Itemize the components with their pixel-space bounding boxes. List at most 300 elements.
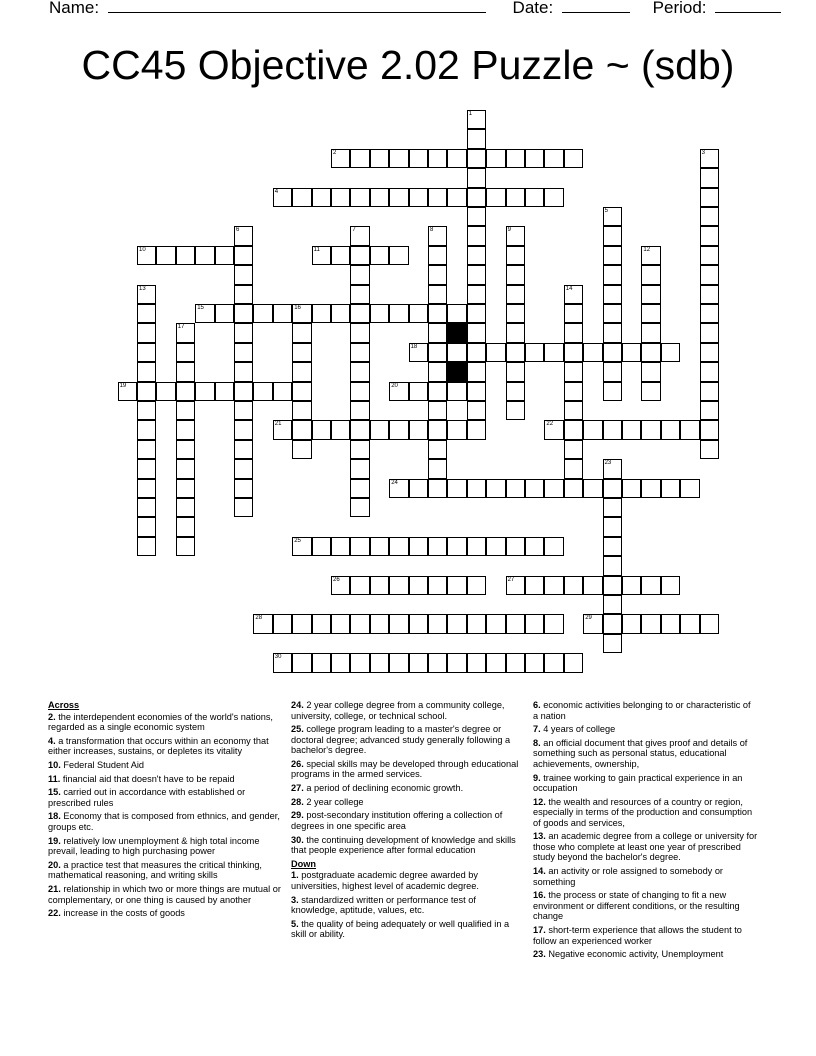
grid-cell[interactable] — [389, 246, 408, 265]
grid-cell[interactable] — [506, 537, 525, 556]
grid-cell[interactable] — [176, 517, 195, 536]
grid-cell[interactable] — [137, 323, 156, 342]
grid-cell[interactable] — [564, 653, 583, 672]
grid-cell[interactable] — [195, 382, 214, 401]
grid-cell[interactable] — [525, 479, 544, 498]
grid-cell[interactable] — [622, 576, 641, 595]
grid-cell[interactable] — [118, 382, 137, 401]
grid-cell[interactable] — [370, 188, 389, 207]
grid-cell[interactable] — [350, 304, 369, 323]
grid-cell[interactable] — [176, 401, 195, 420]
grid-cell[interactable] — [641, 576, 660, 595]
grid-cell[interactable] — [350, 246, 369, 265]
grid-cell[interactable] — [156, 382, 175, 401]
grid-cell[interactable] — [409, 343, 428, 362]
grid-cell[interactable] — [312, 537, 331, 556]
grid-cell[interactable] — [603, 498, 622, 517]
grid-cell[interactable] — [506, 285, 525, 304]
grid-cell[interactable] — [370, 149, 389, 168]
grid-cell[interactable] — [467, 129, 486, 148]
grid-cell[interactable] — [661, 614, 680, 633]
grid-cell[interactable] — [273, 420, 292, 439]
grid-cell[interactable] — [700, 382, 719, 401]
grid-cell[interactable] — [564, 323, 583, 342]
grid-cell[interactable] — [350, 498, 369, 517]
grid-cell[interactable] — [409, 420, 428, 439]
grid-cell[interactable] — [409, 382, 428, 401]
grid-cell[interactable] — [467, 323, 486, 342]
grid-cell[interactable] — [370, 614, 389, 633]
grid-cell[interactable] — [467, 362, 486, 381]
grid-cell[interactable] — [700, 304, 719, 323]
grid-cell[interactable] — [428, 304, 447, 323]
grid-cell[interactable] — [428, 537, 447, 556]
grid-cell[interactable] — [137, 304, 156, 323]
grid-cell[interactable] — [641, 614, 660, 633]
grid-cell[interactable] — [389, 304, 408, 323]
grid-cell[interactable] — [603, 265, 622, 284]
grid-cell[interactable] — [331, 653, 350, 672]
grid-cell[interactable] — [428, 226, 447, 245]
grid-cell[interactable] — [467, 168, 486, 187]
grid-cell[interactable] — [447, 304, 466, 323]
grid-cell[interactable] — [603, 556, 622, 575]
grid-cell[interactable] — [447, 537, 466, 556]
grid-cell[interactable] — [137, 382, 156, 401]
grid-cell[interactable] — [428, 246, 447, 265]
grid-cell[interactable] — [350, 479, 369, 498]
grid-cell[interactable] — [350, 362, 369, 381]
grid-cell[interactable] — [350, 653, 369, 672]
grid-cell[interactable] — [292, 653, 311, 672]
grid-cell[interactable] — [350, 188, 369, 207]
grid-cell[interactable] — [331, 537, 350, 556]
grid-cell[interactable] — [389, 149, 408, 168]
grid-cell[interactable] — [583, 576, 602, 595]
grid-cell[interactable] — [641, 323, 660, 342]
grid-cell[interactable] — [467, 304, 486, 323]
grid-cell[interactable] — [467, 207, 486, 226]
grid-cell[interactable] — [428, 265, 447, 284]
grid-cell[interactable] — [506, 188, 525, 207]
grid-cell[interactable] — [700, 343, 719, 362]
grid-cell[interactable] — [603, 362, 622, 381]
grid-cell[interactable] — [467, 653, 486, 672]
grid-cell[interactable] — [370, 304, 389, 323]
grid-cell[interactable] — [273, 188, 292, 207]
grid-cell[interactable] — [292, 188, 311, 207]
grid-cell[interactable] — [603, 246, 622, 265]
grid-cell[interactable] — [447, 653, 466, 672]
grid-cell[interactable] — [583, 343, 602, 362]
grid-cell[interactable] — [544, 614, 563, 633]
grid-cell[interactable] — [467, 576, 486, 595]
grid-cell[interactable] — [564, 420, 583, 439]
grid-cell[interactable] — [486, 614, 505, 633]
grid-cell[interactable] — [467, 188, 486, 207]
grid-cell[interactable] — [700, 168, 719, 187]
grid-cell[interactable] — [389, 479, 408, 498]
grid-cell[interactable] — [564, 576, 583, 595]
grid-cell[interactable] — [641, 382, 660, 401]
grid-cell[interactable] — [486, 149, 505, 168]
grid-cell[interactable] — [176, 323, 195, 342]
grid-cell[interactable] — [234, 246, 253, 265]
grid-cell[interactable] — [273, 614, 292, 633]
grid-cell[interactable] — [389, 614, 408, 633]
grid-cell[interactable] — [525, 188, 544, 207]
grid-cell[interactable] — [467, 401, 486, 420]
grid-cell[interactable] — [331, 246, 350, 265]
grid-cell[interactable] — [137, 459, 156, 478]
grid-cell[interactable] — [234, 362, 253, 381]
grid-cell[interactable] — [253, 304, 272, 323]
grid-cell[interactable] — [603, 304, 622, 323]
grid-cell[interactable] — [525, 576, 544, 595]
grid-cell[interactable] — [292, 382, 311, 401]
grid-cell[interactable] — [467, 285, 486, 304]
grid-cell[interactable] — [234, 382, 253, 401]
grid-cell[interactable] — [389, 382, 408, 401]
grid-cell[interactable] — [603, 285, 622, 304]
grid-cell[interactable] — [622, 479, 641, 498]
grid-cell[interactable] — [447, 149, 466, 168]
grid-cell[interactable] — [603, 459, 622, 478]
grid-cell[interactable] — [506, 576, 525, 595]
grid-cell[interactable] — [428, 343, 447, 362]
grid-cell[interactable] — [350, 614, 369, 633]
grid-cell[interactable] — [564, 285, 583, 304]
grid-cell[interactable] — [137, 285, 156, 304]
grid-cell[interactable] — [603, 634, 622, 653]
grid-cell[interactable] — [428, 614, 447, 633]
grid-cell[interactable] — [700, 614, 719, 633]
grid-cell[interactable] — [661, 479, 680, 498]
grid-cell[interactable] — [292, 537, 311, 556]
grid-cell[interactable] — [409, 537, 428, 556]
grid-cell[interactable] — [603, 420, 622, 439]
grid-cell[interactable] — [564, 304, 583, 323]
grid-cell[interactable] — [234, 343, 253, 362]
grid-cell[interactable] — [467, 479, 486, 498]
grid-cell[interactable] — [428, 420, 447, 439]
grid-cell[interactable] — [544, 653, 563, 672]
grid-cell[interactable] — [525, 537, 544, 556]
grid-cell[interactable] — [700, 188, 719, 207]
grid-cell[interactable] — [506, 265, 525, 284]
grid-cell[interactable] — [467, 343, 486, 362]
grid-cell[interactable] — [680, 614, 699, 633]
grid-cell[interactable] — [544, 479, 563, 498]
grid-cell[interactable] — [331, 188, 350, 207]
grid-cell[interactable] — [467, 149, 486, 168]
grid-cell[interactable] — [331, 614, 350, 633]
grid-cell[interactable] — [234, 323, 253, 342]
grid-cell[interactable] — [350, 226, 369, 245]
grid-cell[interactable] — [467, 226, 486, 245]
grid-cell[interactable] — [700, 207, 719, 226]
grid-cell[interactable] — [486, 537, 505, 556]
grid-cell[interactable] — [447, 343, 466, 362]
grid-cell[interactable] — [428, 479, 447, 498]
grid-cell[interactable] — [603, 537, 622, 556]
grid-cell[interactable] — [603, 576, 622, 595]
grid-cell[interactable] — [428, 440, 447, 459]
grid-cell[interactable] — [544, 420, 563, 439]
grid-cell[interactable] — [700, 285, 719, 304]
grid-cell[interactable] — [234, 401, 253, 420]
grid-cell[interactable] — [680, 479, 699, 498]
grid-cell[interactable] — [467, 420, 486, 439]
grid-cell[interactable] — [312, 304, 331, 323]
grid-cell[interactable] — [331, 149, 350, 168]
grid-cell[interactable] — [506, 653, 525, 672]
grid-cell[interactable] — [525, 149, 544, 168]
grid-cell[interactable] — [641, 285, 660, 304]
grid-cell[interactable] — [506, 401, 525, 420]
grid-cell[interactable] — [447, 479, 466, 498]
grid-cell[interactable] — [428, 285, 447, 304]
grid-cell[interactable] — [176, 246, 195, 265]
grid-cell[interactable] — [234, 304, 253, 323]
grid-cell[interactable] — [292, 401, 311, 420]
grid-cell[interactable] — [467, 265, 486, 284]
grid-cell[interactable] — [195, 246, 214, 265]
grid-cell[interactable] — [176, 382, 195, 401]
grid-cell[interactable] — [176, 537, 195, 556]
grid-cell[interactable] — [370, 246, 389, 265]
grid-cell[interactable] — [603, 595, 622, 614]
grid-cell[interactable] — [641, 343, 660, 362]
grid-cell[interactable] — [253, 382, 272, 401]
grid-cell[interactable] — [292, 323, 311, 342]
grid-cell[interactable] — [603, 382, 622, 401]
grid-cell[interactable] — [506, 246, 525, 265]
grid-cell[interactable] — [215, 246, 234, 265]
grid-cell[interactable] — [137, 498, 156, 517]
grid-cell[interactable] — [486, 188, 505, 207]
grid-cell[interactable] — [583, 479, 602, 498]
grid-cell[interactable] — [137, 440, 156, 459]
grid-cell[interactable] — [486, 343, 505, 362]
grid-cell[interactable] — [253, 614, 272, 633]
grid-cell[interactable] — [564, 382, 583, 401]
grid-cell[interactable] — [409, 188, 428, 207]
grid-cell[interactable] — [428, 149, 447, 168]
grid-cell[interactable] — [622, 420, 641, 439]
grid-cell[interactable] — [292, 440, 311, 459]
grid-cell[interactable] — [486, 479, 505, 498]
grid-cell[interactable] — [409, 576, 428, 595]
grid-cell[interactable] — [428, 323, 447, 342]
grid-cell[interactable] — [661, 576, 680, 595]
grid-cell[interactable] — [564, 401, 583, 420]
grid-cell[interactable] — [176, 440, 195, 459]
grid-cell[interactable] — [506, 362, 525, 381]
grid-cell[interactable] — [467, 382, 486, 401]
grid-cell[interactable] — [234, 459, 253, 478]
grid-cell[interactable] — [700, 401, 719, 420]
grid-cell[interactable] — [583, 420, 602, 439]
grid-cell[interactable] — [292, 304, 311, 323]
grid-cell[interactable] — [292, 343, 311, 362]
grid-cell[interactable] — [583, 614, 602, 633]
grid-cell[interactable] — [428, 459, 447, 478]
grid-cell[interactable] — [215, 382, 234, 401]
grid-cell[interactable] — [506, 479, 525, 498]
grid-cell[interactable] — [506, 304, 525, 323]
grid-cell[interactable] — [564, 440, 583, 459]
grid-cell[interactable] — [447, 188, 466, 207]
grid-cell[interactable] — [544, 149, 563, 168]
grid-cell[interactable] — [234, 285, 253, 304]
grid-cell[interactable] — [350, 420, 369, 439]
grid-cell[interactable] — [700, 440, 719, 459]
grid-cell[interactable] — [176, 479, 195, 498]
grid-cell[interactable] — [409, 304, 428, 323]
grid-cell[interactable] — [564, 343, 583, 362]
grid-cell[interactable] — [370, 537, 389, 556]
grid-cell[interactable] — [428, 653, 447, 672]
grid-cell[interactable] — [564, 459, 583, 478]
grid-cell[interactable] — [506, 323, 525, 342]
grid-cell[interactable] — [137, 537, 156, 556]
grid-cell[interactable] — [700, 149, 719, 168]
grid-cell[interactable] — [700, 246, 719, 265]
grid-cell[interactable] — [428, 188, 447, 207]
grid-cell[interactable] — [603, 323, 622, 342]
grid-cell[interactable] — [273, 382, 292, 401]
grid-cell[interactable] — [447, 576, 466, 595]
grid-cell[interactable] — [680, 420, 699, 439]
grid-cell[interactable] — [176, 498, 195, 517]
grid-cell[interactable] — [447, 614, 466, 633]
grid-cell[interactable] — [641, 420, 660, 439]
grid-cell[interactable] — [137, 517, 156, 536]
grid-cell[interactable] — [641, 265, 660, 284]
grid-cell[interactable] — [292, 362, 311, 381]
grid-cell[interactable] — [350, 285, 369, 304]
grid-cell[interactable] — [292, 420, 311, 439]
grid-cell[interactable] — [350, 440, 369, 459]
grid-cell[interactable] — [137, 246, 156, 265]
grid-cell[interactable] — [312, 420, 331, 439]
grid-cell[interactable] — [641, 479, 660, 498]
grid-cell[interactable] — [234, 440, 253, 459]
grid-cell[interactable] — [506, 343, 525, 362]
grid-cell[interactable] — [603, 207, 622, 226]
grid-cell[interactable] — [350, 537, 369, 556]
grid-cell[interactable] — [603, 343, 622, 362]
grid-cell[interactable] — [389, 537, 408, 556]
grid-cell[interactable] — [137, 362, 156, 381]
grid-cell[interactable] — [273, 304, 292, 323]
grid-cell[interactable] — [506, 382, 525, 401]
grid-cell[interactable] — [156, 246, 175, 265]
grid-cell[interactable] — [564, 362, 583, 381]
grid-cell[interactable] — [641, 362, 660, 381]
grid-cell[interactable] — [370, 653, 389, 672]
grid-cell[interactable] — [700, 265, 719, 284]
grid-cell[interactable] — [195, 304, 214, 323]
grid-cell[interactable] — [428, 576, 447, 595]
grid-cell[interactable] — [428, 401, 447, 420]
grid-cell[interactable] — [350, 401, 369, 420]
grid-cell[interactable] — [700, 362, 719, 381]
grid-cell[interactable] — [700, 323, 719, 342]
grid-cell[interactable] — [370, 576, 389, 595]
grid-cell[interactable] — [700, 226, 719, 245]
grid-cell[interactable] — [544, 188, 563, 207]
grid-cell[interactable] — [370, 420, 389, 439]
grid-cell[interactable] — [350, 343, 369, 362]
grid-cell[interactable] — [137, 420, 156, 439]
grid-cell[interactable] — [409, 653, 428, 672]
grid-cell[interactable] — [312, 246, 331, 265]
grid-cell[interactable] — [215, 304, 234, 323]
grid-cell[interactable] — [176, 459, 195, 478]
grid-cell[interactable] — [176, 343, 195, 362]
grid-cell[interactable] — [447, 382, 466, 401]
grid-cell[interactable] — [544, 343, 563, 362]
grid-cell[interactable] — [176, 362, 195, 381]
grid-cell[interactable] — [700, 420, 719, 439]
grid-cell[interactable] — [467, 110, 486, 129]
grid-cell[interactable] — [525, 653, 544, 672]
grid-cell[interactable] — [467, 614, 486, 633]
grid-cell[interactable] — [312, 188, 331, 207]
grid-cell[interactable] — [603, 226, 622, 245]
grid-cell[interactable] — [234, 226, 253, 245]
grid-cell[interactable] — [350, 382, 369, 401]
grid-cell[interactable] — [661, 420, 680, 439]
grid-cell[interactable] — [467, 537, 486, 556]
grid-cell[interactable] — [350, 149, 369, 168]
grid-cell[interactable] — [389, 653, 408, 672]
grid-cell[interactable] — [409, 149, 428, 168]
grid-cell[interactable] — [331, 304, 350, 323]
grid-cell[interactable] — [409, 479, 428, 498]
grid-cell[interactable] — [447, 420, 466, 439]
grid-cell[interactable] — [428, 362, 447, 381]
grid-cell[interactable] — [603, 479, 622, 498]
grid-cell[interactable] — [525, 614, 544, 633]
grid-cell[interactable] — [467, 246, 486, 265]
grid-cell[interactable] — [564, 479, 583, 498]
grid-cell[interactable] — [312, 614, 331, 633]
grid-cell[interactable] — [350, 576, 369, 595]
grid-cell[interactable] — [137, 343, 156, 362]
grid-cell[interactable] — [350, 265, 369, 284]
grid-cell[interactable] — [525, 343, 544, 362]
grid-cell[interactable] — [331, 576, 350, 595]
grid-cell[interactable] — [273, 653, 292, 672]
grid-cell[interactable] — [137, 479, 156, 498]
grid-cell[interactable] — [292, 614, 311, 633]
grid-cell[interactable] — [603, 614, 622, 633]
grid-cell[interactable] — [506, 149, 525, 168]
grid-cell[interactable] — [603, 517, 622, 536]
grid-cell[interactable] — [350, 459, 369, 478]
grid-cell[interactable] — [350, 323, 369, 342]
grid-cell[interactable] — [506, 614, 525, 633]
grid-cell[interactable] — [486, 653, 505, 672]
grid-cell[interactable] — [564, 149, 583, 168]
grid-cell[interactable] — [312, 653, 331, 672]
grid-cell[interactable] — [234, 479, 253, 498]
grid-cell[interactable] — [234, 265, 253, 284]
grid-cell[interactable] — [428, 382, 447, 401]
